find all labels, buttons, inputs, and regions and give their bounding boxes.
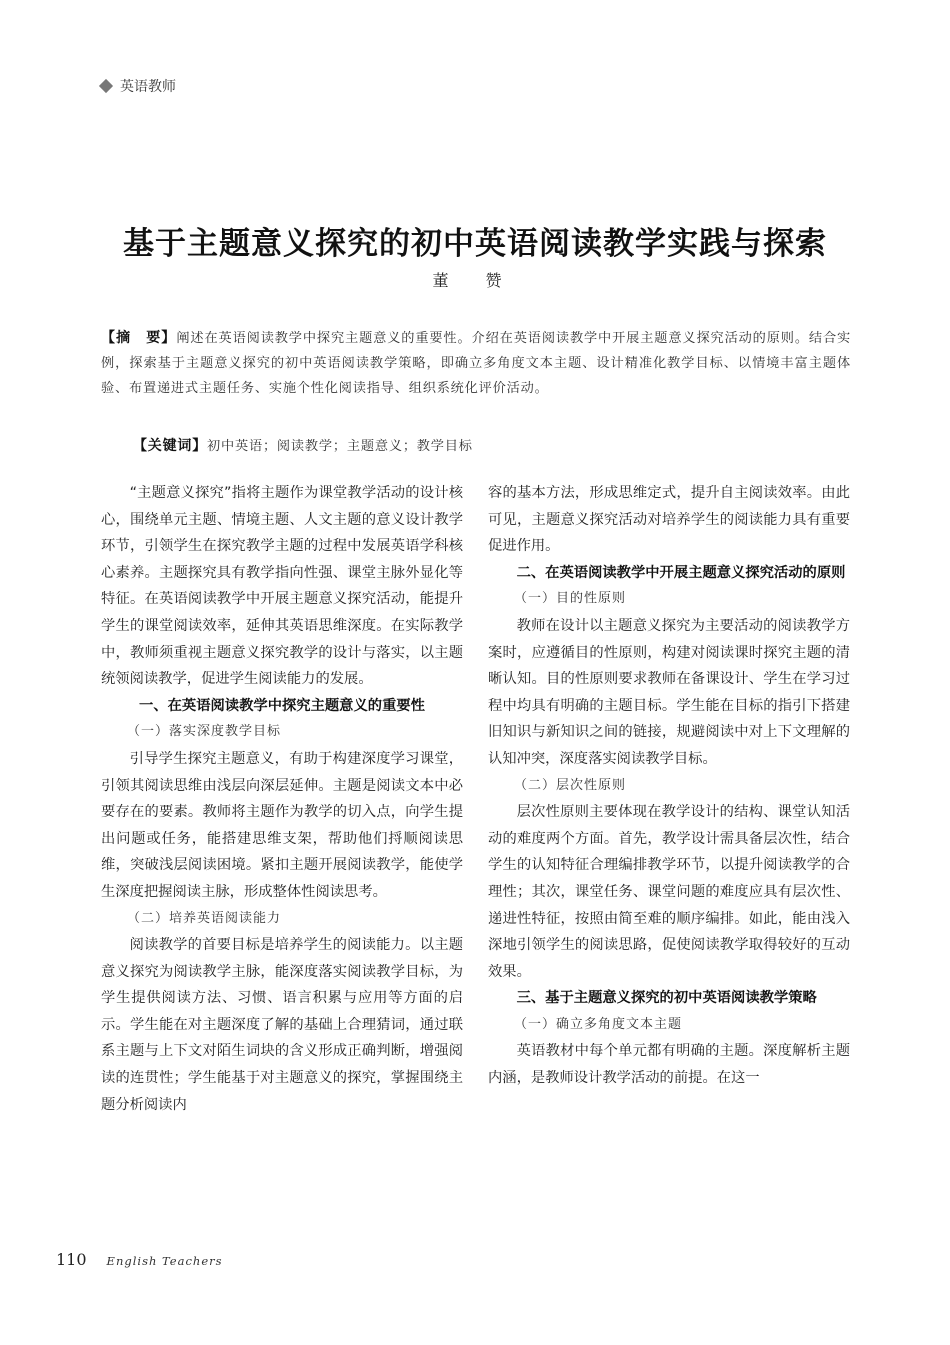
paragraph: 阅读教学的首要目标是培养学生的阅读能力。以主题意义探究为阅读教学主脉，能深度落实阅读教学目标，为学生提供阅读方法、习惯、语言积累与应用等方面的启示。学生能在对主题深度了解的基础上合理猜词，通过联系主题与上下文对陌生词块的含义形成正确判断，增强阅读的连贯性；学生能基于对主题意义的探究，掌握围绕主题分析阅读内 [101, 937, 463, 1113]
page-footer [56, 1250, 223, 1269]
paragraph-continued: 容的基本方法，形成思维定式，提升自主阅读效率。由此可见，主题意义探究活动对培养学生的阅读能力具有重要促进作用。 [488, 485, 850, 555]
running-header [101, 76, 176, 96]
diamond-icon [99, 79, 113, 93]
abstract [101, 326, 851, 401]
section-heading: 一、在英语阅读教学中探究主题意义的重要性 [139, 697, 425, 714]
abstract-label: 【摘 要】 [101, 330, 177, 346]
subsection-heading: （一）确立多角度文本主题 [514, 1016, 683, 1032]
article-title: 基于主题意义探究的初中英语阅读教学实践与探索 [123, 226, 827, 262]
paragraph: 层次性原则主要体现在教学设计的结构、课堂认知活动的难度两个方面。首先，教学设计需具备层次性，结合学生的认知特征合理编排教学环节，以提升阅读教学的合理性；其次，课堂任务、课堂问题的难度应具有层次性、递进性特征，按照由简至难的顺序编排。如此，能由浅入深地引领学生的阅读思路，促使阅读教学取得较好的互动效果。 [488, 804, 850, 980]
section-heading: 三、基于主题意义探究的初中英语阅读教学策略 [516, 990, 817, 1007]
left-column [101, 480, 463, 1118]
keywords-label: 【关键词】 [133, 438, 207, 454]
abstract-text: 阐述在英语阅读教学中探究主题意义的重要性。介绍在英语阅读教学中开展主题意义探究活动的原则。结合实例，探索基于主题意义探究的初中英语阅读教学策略，即确立多角度文本主题、设计精准化教学目标、以情境丰富主题体验、布置递进式主题任务、实施个性化阅读指导、组织系统化评价活动。 [101, 331, 852, 396]
subsection-heading: （一）落实深度教学目标 [127, 724, 282, 740]
paragraph: 引导学生探究主题意义，有助于构建深度学习课堂，引领其阅读思维由浅层向深层延伸。主题是阅读文本中必要存在的要素。教师将主题作为教学的切入点，向学生提出问题或任务，能搭建思维支架，帮助他们捋顺阅读思维，突破浅层阅读困境。紧扣主题开展阅读教学，能使学生深度把握阅读主脉，形成整体性阅读思考。 [101, 750, 463, 900]
right-column [488, 480, 850, 1092]
keywords [133, 434, 853, 459]
subsection-heading: （二）培养英语阅读能力 [127, 910, 282, 926]
subsection-heading: （一）目的性原则 [514, 591, 627, 607]
subsection-heading: （二）层次性原则 [514, 777, 627, 793]
journal-name: 英语教师 [120, 79, 176, 95]
paragraph: “主题意义探究”指将主题作为课堂教学活动的设计核心，围绕单元主题、情境主题、人文主题的意义设计教学环节，引领学生在探究教学主题的过程中发展英语学科核心素养。主题探究具有教学指向性强、课堂主脉外显化等特征。在英语阅读教学中开展主题意义探究活动，能提升学生的课堂阅读效率，延伸其英语思维深度。在实际教学中，教师须重视主题意义探究教学的设计与落实，以主题统领阅读教学，促进学生阅读能力的发展。 [101, 485, 463, 688]
journal-english-name: English Teachers [106, 1254, 223, 1268]
section-heading: 二、在英语阅读教学中开展主题意义探究活动的原则 [516, 564, 846, 581]
paragraph: 英语教材中每个单元都有明确的主题。深度解析主题内涵，是教师设计教学活动的前提。在这一 [488, 1043, 850, 1087]
paragraph: 教师在设计以主题意义探究为主要活动的阅读教学方案时，应遵循目的性原则，构建对阅读课时探究主题的清晰认知。目的性原则要求教师在备课设计、学生在学习过程中均具有明确的主题目标。学生能在目标的指引下搭建旧知识与新知识之间的链接，规避阅读中对上下文理解的认知冲突，深度落实阅读教学目标。 [488, 617, 850, 767]
keywords-text: 初中英语；阅读教学；主题意义；教学目标 [207, 439, 473, 454]
page-number: 110 [56, 1250, 87, 1269]
article-author: 董 赞 [432, 271, 518, 290]
